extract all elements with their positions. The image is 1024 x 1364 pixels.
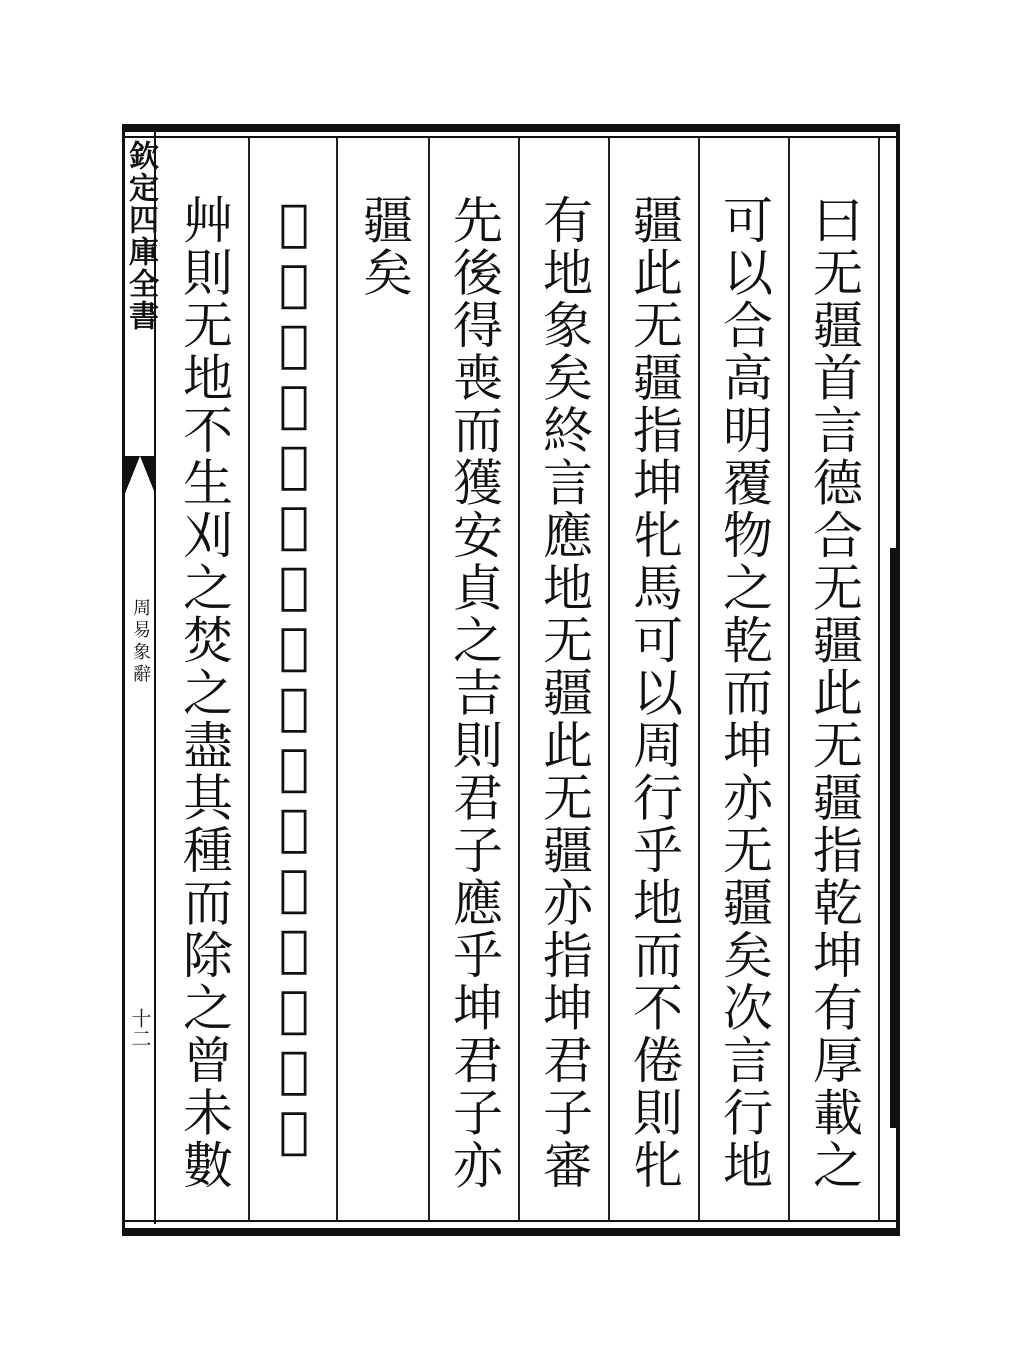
- top-border: [122, 124, 900, 132]
- column-divider: [698, 138, 700, 1220]
- text-column-5: 先後得喪而獲安貞之吉則君子應乎坤君子亦: [445, 194, 503, 1192]
- text-column-3: 疆此无疆指坤牝馬可以周行乎地而不倦則牝: [625, 194, 683, 1192]
- text-column-7: 𡴀土生從屮從土會艸出于土之意天下: [265, 194, 323, 1162]
- column-divider: [608, 138, 610, 1220]
- text-column-2: 可以合高明覆物之乾而坤亦无疆矣次言行地: [715, 194, 773, 1192]
- text-column-4: 有地象矣終言應地无疆此无疆亦指坤君子審: [535, 194, 593, 1192]
- text-column-6: 疆矣: [355, 194, 413, 299]
- column-divider: [336, 138, 338, 1220]
- text-column-1: 曰无疆首言德合无疆此无疆指乾坤有厚載之: [805, 194, 863, 1192]
- column-divider: [788, 138, 790, 1220]
- page-number: 十二: [128, 1008, 152, 1048]
- column-divider: [878, 138, 880, 1220]
- section-title: 周易象辭: [130, 598, 151, 686]
- column-divider: [248, 138, 250, 1220]
- column-divider: [428, 138, 430, 1220]
- right-edge-bar: [890, 548, 898, 1128]
- book-title: 欽定四庫全書: [123, 140, 158, 332]
- top-inner-border: [122, 136, 900, 138]
- column-divider: [518, 138, 520, 1220]
- fishtail-mark: [124, 456, 156, 496]
- text-column-8: 艸則无地不生刈之焚之盡其種而除之曾未數: [175, 194, 233, 1192]
- bottom-inner-border: [122, 1220, 900, 1222]
- bottom-border: [122, 1228, 900, 1236]
